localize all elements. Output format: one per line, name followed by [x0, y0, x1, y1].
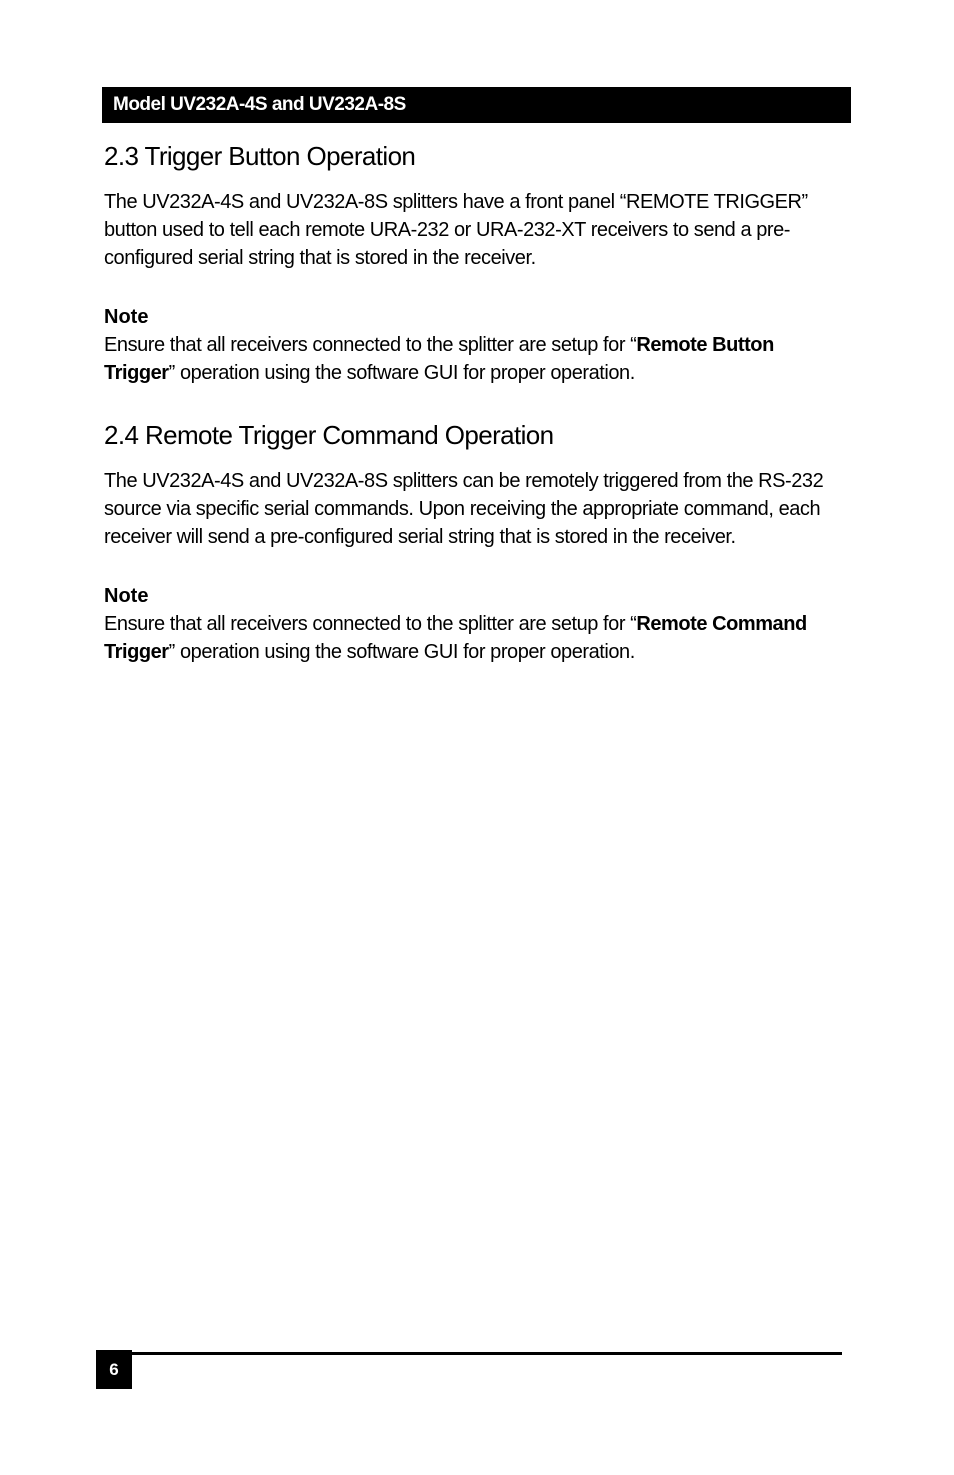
section-body-remote-command: The UV232A-4S and UV232A-8S splitters can be remotely triggered from the RS-232 source via specific serial commands. Upon receiving the appropriate command, each receiver will send a pre-configured serial string that is stored in the receiver. [104, 470, 824, 548]
note-text-before: Ensure that all receivers connected to the splitter are setup for “ [104, 334, 637, 356]
note-title: Note [104, 585, 149, 607]
note-block [104, 304, 844, 387]
note-title: Note [104, 306, 149, 328]
note-text-before: Ensure that all receivers connected to the splitter are setup for “ [104, 613, 637, 635]
note-text [104, 610, 844, 666]
note-text-bold: Remote Button Trigger [104, 334, 774, 384]
running-header [102, 87, 851, 123]
note-text-bold: Remote Command Trigger [104, 613, 807, 663]
note-text-after: ” operation using the software GUI for proper operation. [168, 641, 635, 663]
page-content [104, 136, 844, 666]
section-heading-remote-command: 2.4 Remote Trigger Command Operation [104, 420, 554, 450]
note-block [104, 583, 844, 666]
section-heading-trigger-button: 2.3 Trigger Button Operation [104, 141, 416, 171]
header-title: Model UV232A-4S and UV232A-8S [113, 94, 406, 115]
note-text [104, 331, 844, 387]
note-text-after: ” operation using the software GUI for proper operation. [168, 362, 635, 384]
page-number: 6 [96, 1350, 132, 1389]
section-body-trigger-button: The UV232A-4S and UV232A-8S splitters have a front panel “REMOTE TRIGGER” button used to tell each remote URA-232 or URA-232-XT receivers to send a pre-configured serial string that is stored in the receiver. [104, 191, 808, 269]
footer-rule [132, 1352, 842, 1355]
